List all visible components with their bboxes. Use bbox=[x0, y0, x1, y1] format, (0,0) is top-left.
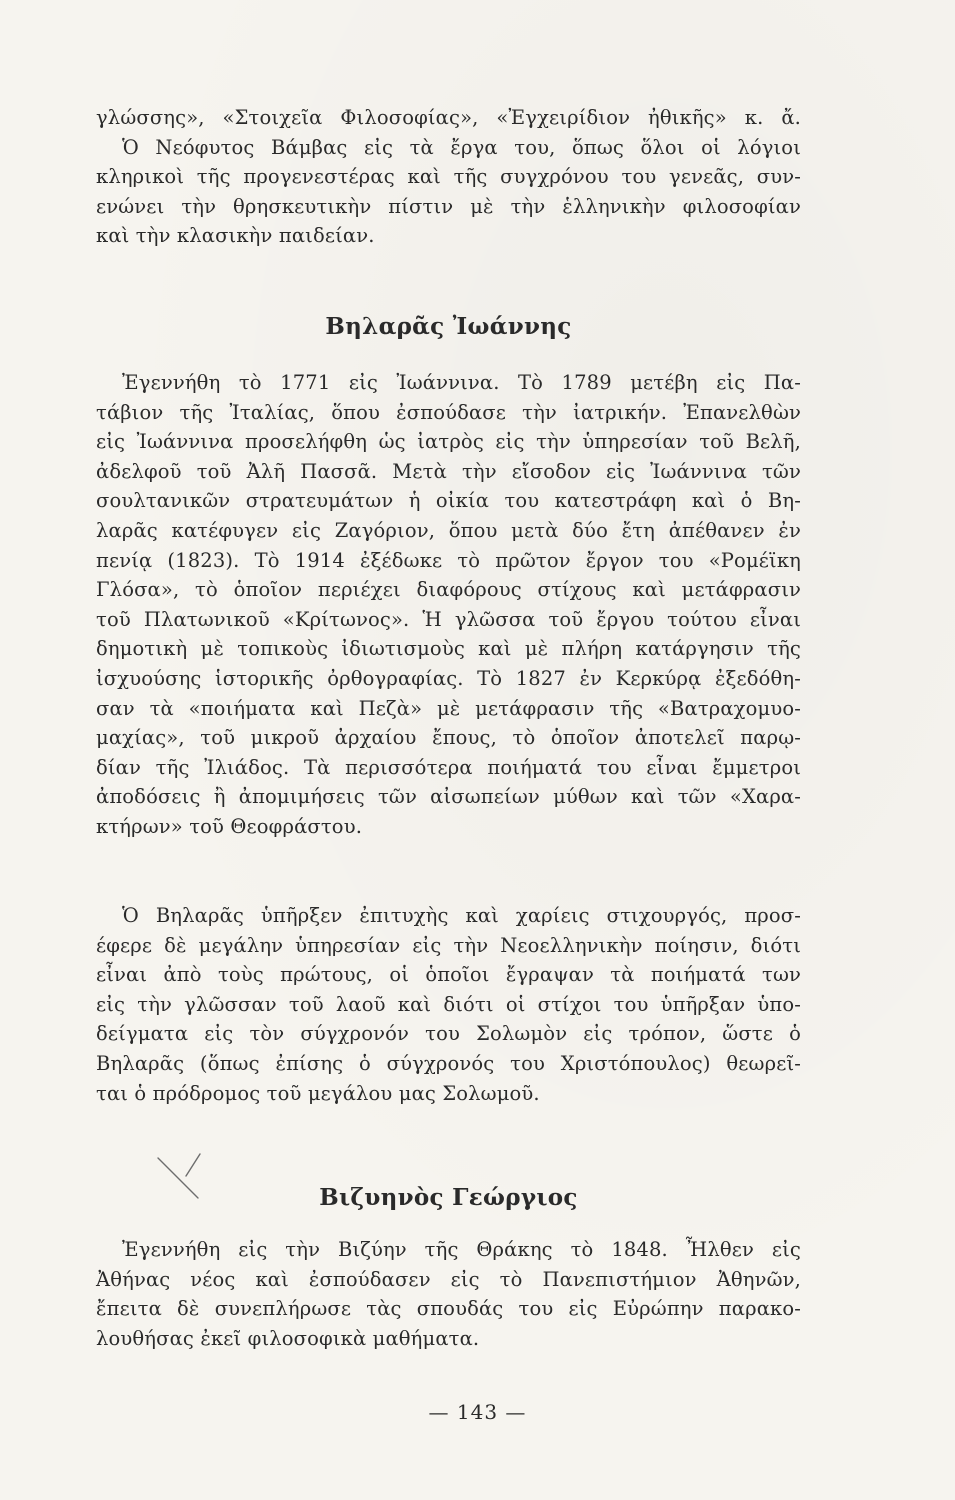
text-line: λουθήσας ἐκεῖ φιλοσοφικὰ μαθήματα. bbox=[96, 1326, 480, 1350]
text-line: τοῦ Πλατωνικοῦ «Κρίτωνος». Ἡ γλῶσσα τοῦ ἔργου τούτου εἶναι bbox=[96, 607, 801, 631]
text-line: ενώνει τὴν θρησκευτικὴν πίστιν μὲ τὴν ἑλληνικὴν φιλοσοφίαν bbox=[96, 194, 801, 218]
text-line: δίαν τῆς Ἰλιάδος. Τὰ περισσότερα ποιήματά του εἶναι ἔμμετροι bbox=[96, 755, 801, 779]
text-line: ἀποδόσεις ἢ ἀπομιμήσεις τῶν αἰσωπείων μύθων καὶ τῶν «Χαρα- bbox=[96, 785, 801, 809]
text-line: ται ὁ πρόδρομος τοῦ μεγάλου μας Σολωμοῦ. bbox=[96, 1081, 540, 1105]
text-line: καὶ τὴν κλασικὴν παιδείαν. bbox=[96, 224, 375, 248]
intro-paragraph bbox=[96, 103, 801, 251]
text-line: γλώσσης», «Στοιχεῖα Φιλοσοφίας», «Ἐγχειρίδιον ἠθικῆς» κ. ἄ. bbox=[96, 106, 801, 129]
text-line: ἀδελφοῦ τοῦ Ἀλῆ Πασσᾶ. Μετὰ τὴν εἴσοδον εἰς Ἰωάννινα τῶν bbox=[96, 459, 801, 483]
text-line: ἔπειτα δὲ συνεπλήρωσε τὰς σπουδάς του εἰς Εὐρώπην παρακο- bbox=[96, 1297, 801, 1321]
text-line: εἶναι ἀπὸ τοὺς πρώτους, οἱ ὁποῖοι ἔγραψαν τὰ ποιήματά των bbox=[96, 963, 801, 987]
vilaras-paragraph-1 bbox=[96, 368, 801, 842]
text-line: κτήρων» τοῦ Θεοφράστου. bbox=[96, 814, 363, 838]
text-line: δείγματα εἰς τὸν σύγχρονόν του Σολωμὸν εἰς τρόπον, ὥστε ὁ bbox=[96, 1022, 801, 1046]
text-line: Βηλαρᾶς (ὅπως ἐπίσης ὁ σύγχρονός του Χριστόπουλος) θεωρεῖ- bbox=[96, 1051, 801, 1075]
text-line: εἰς Ἰωάννινα προσελήφθη ὡς ἰατρὸς εἰς τὴν ὑπηρεσίαν τοῦ Βελῆ, bbox=[96, 430, 801, 454]
text-line: μαχίας», τοῦ μικροῦ ἀρχαίου ἔπους, τὸ ὁποῖον ἀποτελεῖ παρῳ- bbox=[96, 726, 801, 750]
text-line: εἰς τὴν γλῶσσαν τοῦ λαοῦ καὶ διότι οἱ στίχοι του ὑπῆρξαν ὑπο- bbox=[96, 992, 801, 1016]
text-line: ἰσχυούσης ἱστορικῆς ὀρθογραφίας. Τὸ 1827 ἐν Κερκύρᾳ ἐξεδόθη- bbox=[96, 666, 801, 690]
text-line: Γλόσα», τὸ ὁποῖον περιέχει διαφόρους στίχους καὶ μετάφρασιν bbox=[96, 578, 801, 602]
text-line: Ἀθήνας νέος καὶ ἐσπούδασεν εἰς τὸ Πανεπιστήμιον Ἀθηνῶν, bbox=[96, 1267, 801, 1291]
text-line: πενίᾳ (1823). Τὸ 1914 ἐξέδωκε τὸ πρῶτον ἔργον του «Ρομέϊκη bbox=[96, 548, 801, 572]
section-heading-vizyinos: Βιζυηνὸς Γεώργιος bbox=[319, 1184, 578, 1211]
vilaras-paragraph-2 bbox=[96, 901, 801, 1108]
text-line: Ὁ Νεόφυτος Βάμβας εἰς τὰ ἔργα του, ὅπως ὅλοι οἱ λόγιοι bbox=[122, 135, 801, 159]
text-line: τάβιον τῆς Ἰταλίας, ὅπου ἐσπούδασε τὴν ἰατρικήν. Ἐπανελθὼν bbox=[96, 400, 801, 424]
page-number: — 143 — bbox=[428, 1400, 527, 1424]
text-line: Ὁ Βηλαρᾶς ὑπῆρξεν ἐπιτυχὴς καὶ χαρίεις στιχουργός, προσ- bbox=[122, 904, 801, 927]
text-line: κληρικοὶ τῆς προγενεστέρας καὶ τῆς συγχρόνου του γενεᾶς, συν- bbox=[96, 165, 801, 189]
text-line: δημοτικὴ μὲ τοπικοὺς ἰδιωτισμοὺς καὶ μὲ πλήρη κατάργησιν τῆς bbox=[96, 637, 801, 661]
text-line: λαρᾶς κατέφυγεν εἰς Ζαγόριον, ὅπου μετὰ δύο ἔτη ἀπέθανεν ἐν bbox=[96, 518, 801, 542]
text-line: σαν τὰ «ποιήματα καὶ Πεζὰ» μὲ μετάφρασιν τῆς «Βατραχομυο- bbox=[96, 696, 801, 720]
text-line: Ἐγεννήθη εἰς τὴν Βιζύην τῆς Θράκης τὸ 1848. Ἦλθεν εἰς bbox=[122, 1238, 801, 1261]
text-line: Ἐγεννήθη τὸ 1771 εἰς Ἰωάννινα. Τὸ 1789 μετέβη εἰς Πα- bbox=[122, 371, 801, 394]
text-line: έφερε δὲ μεγάλην ὑπηρεσίαν εἰς τὴν Νεοελληνικὴν ποίησιν, διότι bbox=[96, 933, 801, 957]
section-heading-vilaras: Βηλαρᾶς Ἰωάννης bbox=[325, 313, 572, 340]
text-line: σουλτανικῶν στρατευμάτων ἡ οἰκία του κατεστράφη καὶ ὁ Βη- bbox=[96, 489, 801, 513]
vizyinos-paragraph-1 bbox=[96, 1235, 801, 1353]
